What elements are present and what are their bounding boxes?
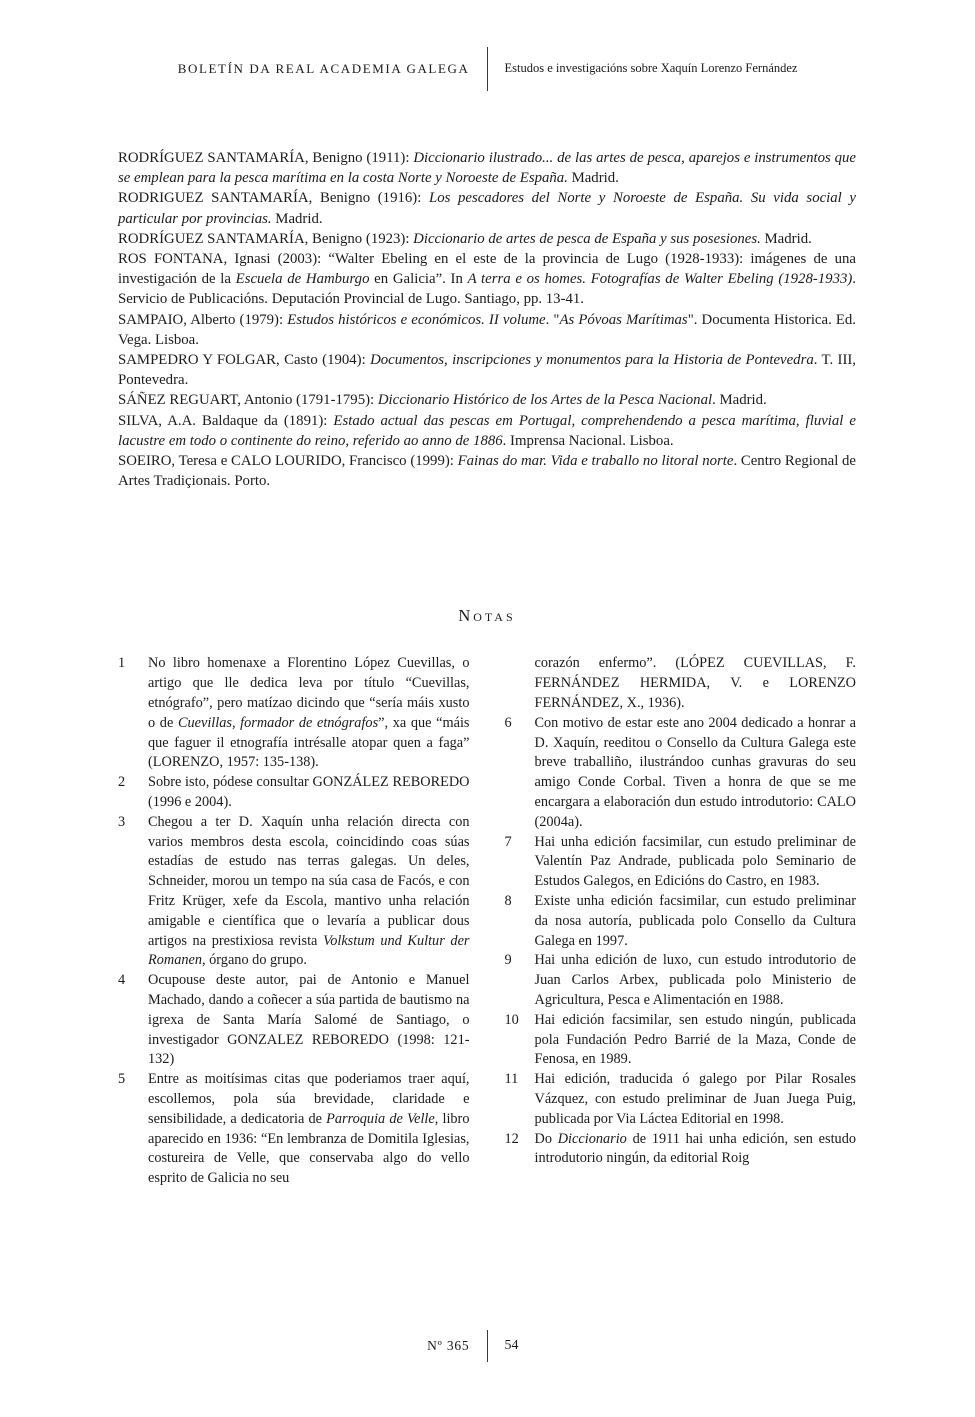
note-item [505, 892, 857, 951]
note-item [505, 1011, 857, 1070]
bibliography-entry: SOEIRO, Teresa e CALO LOURIDO, Francisco (1999): Fainas do mar. Vida e traballo no litoral norte. Centro Regional de Artes Tradiçionais. Porto. [118, 453, 856, 490]
note-text: Hai edición facsimilar, sen estudo ningún, publicada pola Fundación Pedro Barrié de la Maza, Conde de Fenosa, en 1989. [534, 1011, 856, 1068]
note-item [118, 971, 470, 1070]
note-item [118, 654, 470, 773]
page-header [118, 47, 856, 91]
note-number: 5 [118, 1071, 126, 1088]
bibliography [118, 148, 856, 491]
bibliography-entry: ROS FONTANA, Ignasi (2003): “Walter Ebeling en el este de la provincia de Lugo (1928-1933): imágenes de una investigación de la Escuela de Hamburgo en Galicia”. In A terra e os homes. Fotografías de Walter Ebeling (1928-1933). Servicio de Publicacións. Deputación Provincial de Lugo. Santiago, pp. 13-41. [118, 251, 856, 308]
note-number: 4 [118, 972, 126, 989]
note-item [118, 1070, 470, 1189]
note-text: Con motivo de estar este ano 2004 dedicado a honrar a D. Xaquín, reeditou o Consello da Cultura Galega este breve traballiño, ilustrándoo cunhas gravuras do seu amigo Conde Corbal. Tiven a honra de que se me encargara a elaboración dun estudo introdutorio: CALO (2004a). [534, 714, 856, 830]
issue-subtitle: Estudos e investigacións sobre Xaquín Lorenzo Fernández [504, 61, 798, 76]
note-text: Hai edición, traducida ó galego por Pilar Rosales Vázquez, con estudo preliminar de Juan Juega Puig, publicada por Via Láctea Editorial en 1998. [534, 1071, 856, 1127]
note-item [505, 1070, 857, 1129]
note-text: corazón enfermo”. (LÓPEZ CUEVILLAS, F. FERNÁNDEZ HERMIDA, V. e LORENZO FERNÁNDEZ, X., 1936). [534, 655, 856, 712]
note-number: 7 [504, 833, 512, 850]
note-text: Chegou a ter D. Xaquín unha relación directa con varios membros desta escola, coincidindo coas súas estadías de estudo nas terras galegas. Un deles, Schneider, morou un tempo na súa casa de Facós, e con Fritz Krüger, xefe da Escola, mantivo unha relación amigable e científica que o levaría a publicar dous artigos na prestixiosa revista Volkstum und Kultur der Romanen, órgano do grupo. [148, 813, 470, 969]
notes-column-right [505, 654, 857, 1189]
page-number: 54 [504, 1338, 519, 1353]
note-text: Ocupouse deste autor, pai de Antonio e Manuel Machado, dando a coñecer a súa partida de bautismo na igrexa de Santa María Salomé de Santiago, o investigador GONZALEZ REBOREDO (1998: 121-132) [148, 972, 470, 1068]
note-item [505, 714, 857, 833]
issue-number: Nº 365 [427, 1338, 470, 1353]
note-number: 11 [504, 1071, 519, 1088]
journal-title: BOLETÍN DA REAL ACADEMIA GALEGA [177, 61, 470, 76]
note-text: Hai unha edición de luxo, cun estudo introdutorio de Juan Carlos Arbex, publicada polo Ministerio de Agricultura, Pesca e Alimentación en 1988. [534, 952, 856, 1008]
note-number: 2 [118, 774, 126, 791]
bibliography-entry: RODRÍGUEZ SANTAMARÍA, Benigno (1911): Diccionario ilustrado... de las artes de pesca, aparejos e instrumentos que se emplean para la pesca marítima en la costa Norte y Noroeste de España. Madrid. [118, 150, 856, 187]
note-number: 10 [504, 1011, 519, 1028]
note-item [505, 951, 857, 1010]
note-number: 9 [504, 952, 512, 969]
note-text: Existe unha edición facsimilar, cun estudo preliminar da nosa autoría, publicada polo Consello da Cultura Galega en 1997. [534, 893, 856, 949]
note-continuation [505, 654, 857, 713]
note-item [118, 773, 470, 813]
note-number: 8 [504, 893, 512, 910]
note-text: No libro homenaxe a Florentino López Cuevillas, o artigo que lle dedica leva por título “Cuevillas, etnógrafo”, pero matízao dicindo que “sería máis xusto o de Cuevillas, formador de etnógrafos”, xa que “máis que faguer il etnografía intrésalle atopar quen a faga” (LORENZO, 1957: 135-138). [148, 655, 470, 771]
bibliography-entry: SAMPEDRO Y FOLGAR, Casto (1904): Documentos, inscripciones y monumentos para la Historia de Pontevedra. T. III, Pontevedra. [118, 352, 856, 389]
bibliography-entry: RODRÍGUEZ SANTAMARÍA, Benigno (1923): Diccionario de artes de pesca de España y sus posesiones. Madrid. [118, 230, 812, 247]
note-number: 1 [118, 655, 126, 672]
note-text: Hai unha edición facsimilar, cun estudo preliminar de Valentín Paz Andrade, publicada polo Seminario de Estudos Galegos, en Edicións do Castro, en 1983. [534, 833, 856, 890]
note-text: Entre as moitísimas citas que poderiamos traer aquí, escollemos, pola súa brevidade, claridade e sensibilidade, a dedicatoria de Parroquia de Velle, libro aparecido en 1936: “En lembranza de Domitila Iglesias, costureira de Velle, que conservaba algo do vello esprito de Galicia no seu [148, 1071, 470, 1187]
note-number: 6 [504, 714, 512, 731]
notes-column-left [118, 654, 470, 1189]
bibliography-entry: RODRIGUEZ SANTAMARÍA, Benigno (1916): Los pescadores del Norte y Noroeste de España. Su vida social y particular por provincias. Madrid. [118, 190, 857, 227]
bibliography-entry: SILVA, A.A. Baldaque da (1891): Estado actual das pescas em Portugal, comprehendendo a pesca marítima, fluvial e lacustre em todo o continente do reino, referido ao anno de 1886. Imprensa Nacional. Lisboa. [118, 412, 856, 449]
bibliography-entry: SAMPAIO, Alberto (1979): Estudos históricos e económicos. II volume. "As Póvoas Marítimas". Documenta Historica. Ed. Vega. Lisboa. [118, 311, 856, 348]
notes-section [118, 654, 856, 1189]
note-number: 12 [504, 1130, 519, 1147]
note-item [505, 833, 857, 892]
note-text: Do Diccionario de 1911 hai unha edición, sen estudo introdutorio ningún, da editorial Roig [534, 1130, 856, 1167]
note-item [505, 1130, 857, 1170]
note-item [118, 813, 470, 971]
bibliography-entry: SÁÑEZ REGUART, Antonio (1791-1795): Diccionario Histórico de los Artes de la Pesca Nacional. Madrid. [118, 392, 767, 409]
note-text: Sobre isto, pódese consultar GONZÁLEZ REBOREDO (1996 e 2004). [148, 774, 470, 811]
note-number: 3 [118, 813, 126, 830]
notes-heading: Notas [458, 606, 516, 626]
page-footer [118, 1330, 856, 1362]
